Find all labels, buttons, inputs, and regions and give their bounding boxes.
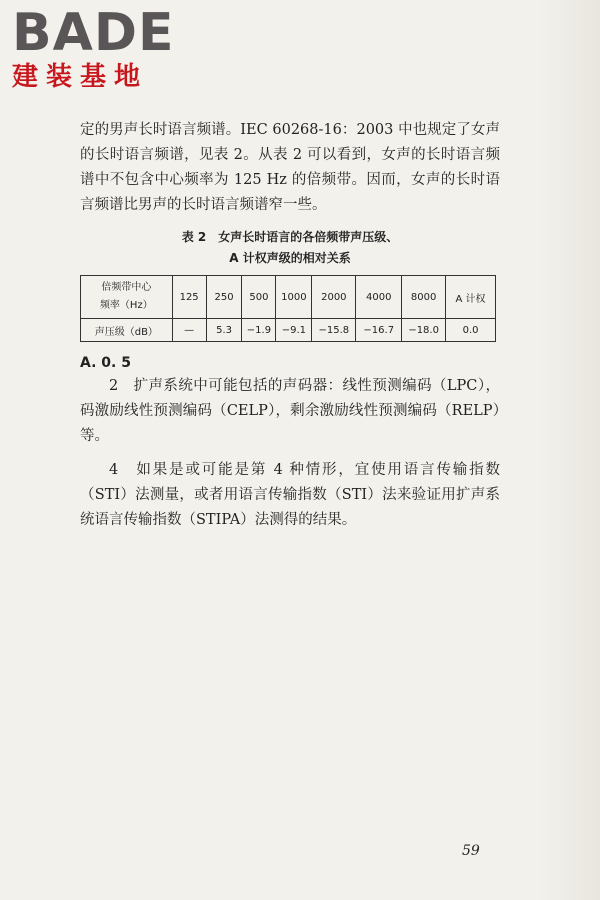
item-2-paragraph: 2 扩声系统中可能包括的声码器：线性预测编码（LPC），码激励线性预测编码（CELP），剩余激励线性预测编码（RELP）等。 [80,378,500,444]
intro-paragraph: 定的男声长时语言频谱。IEC 60268-16：2003 中也规定了女声的长时语言频谱，见表 2。从表 2 可以看到，女声的长时语言频谱中不包含中心频率为 125 Hz 的倍频带。因而，女声的长时语言频谱比男声的长时语言频谱窄一些。 [80,122,500,213]
table-row [81,319,496,342]
page-edge-shadow [540,0,600,900]
table-caption-line-1: 表 2 女声长时语言的各倍频带声压级、 [181,230,399,244]
header-cell: 8000 [402,276,446,319]
table-cell: −9.1 [276,319,312,342]
header-cell: A 计权 [446,276,496,319]
header-label-line-1: 倍频带中心 [101,282,152,293]
table-cell: −1.9 [242,319,276,342]
table-caption [80,227,500,269]
document-body [80,118,500,533]
header-cell: 250 [206,276,242,319]
page-number: 59 [462,843,480,859]
octave-band-table [80,275,496,342]
table-cell: −18.0 [402,319,446,342]
header-cell: 1000 [276,276,312,319]
table-cell: 0.0 [446,319,496,342]
table-cell: — [172,319,206,342]
bade-logo [12,3,182,92]
table-header-row [81,276,496,319]
row-label-cell: 声压级（dB） [81,319,173,342]
table-caption-line-2: A 计权声级的相对关系 [229,251,351,265]
logo-wordmark: BADE [12,3,175,63]
table-cell: −16.7 [356,319,402,342]
logo-subtitle: 建装基地 [12,62,149,92]
table-cell: 5.3 [206,319,242,342]
header-cell: 2000 [312,276,356,319]
header-label-line-2: 频率（Hz） [99,300,153,311]
header-cell: 500 [242,276,276,319]
section-heading: A. 0. 5 [80,355,131,371]
item-4-paragraph: 4 如果是或可能是第 4 种情形，宜使用语言传输指数（STI）法测量，或者用语言传输指数（STI）法来验证用扩声系统语言传输指数（STIPA）法测得的结果。 [80,462,500,528]
header-cell: 125 [172,276,206,319]
table-cell: −15.8 [312,319,356,342]
header-label-cell [81,276,173,319]
header-cell: 4000 [356,276,402,319]
